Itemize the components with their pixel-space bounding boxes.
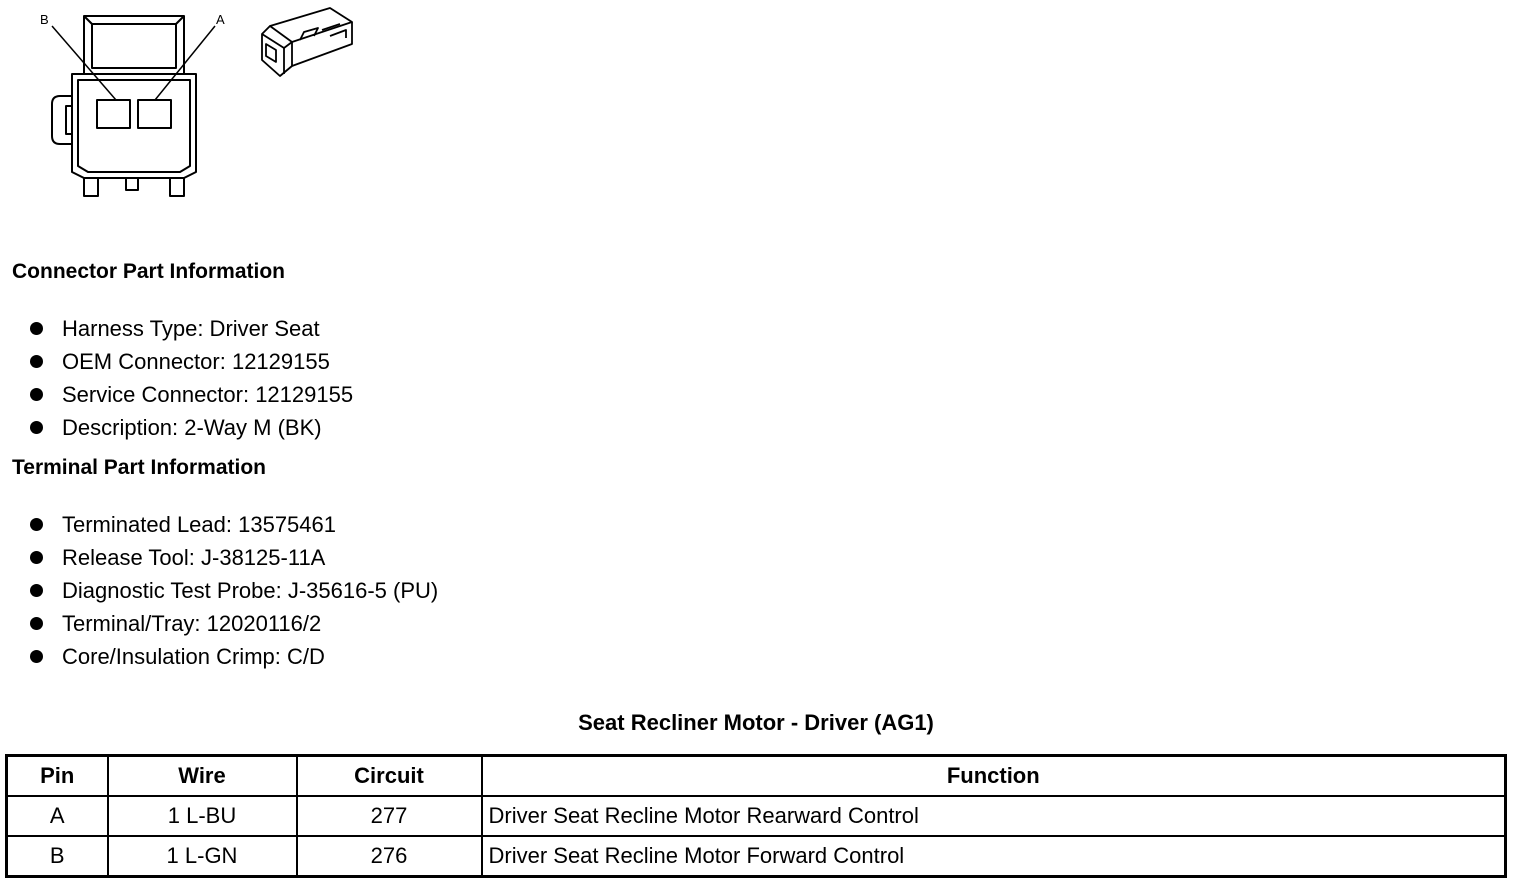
bullet-icon: [30, 322, 43, 335]
bullet-icon: [30, 388, 43, 401]
connector-isometric-view: [262, 8, 352, 76]
bullet-icon: [30, 650, 43, 663]
list-item: [28, 312, 353, 345]
column-header-circuit: Circuit: [297, 756, 482, 797]
terminal-info-list: [28, 508, 438, 673]
list-item-text: Terminal/Tray: 12020116/2: [62, 611, 322, 636]
list-item-text: Harness Type: Driver Seat: [62, 316, 320, 341]
list-item-text: Description: 2-Way M (BK): [62, 415, 322, 440]
cell-pin: A: [7, 796, 108, 836]
column-header-function: Function: [482, 756, 1506, 797]
list-item: [28, 541, 438, 574]
list-item: [28, 508, 438, 541]
connector-info-list: [28, 312, 353, 444]
cell-wire: 1 L-GN: [108, 836, 297, 877]
pinout-table-title: Seat Recliner Motor - Driver (AG1): [578, 710, 934, 735]
list-item-text: Terminated Lead: 13575461: [62, 512, 336, 537]
column-header-pin: Pin: [7, 756, 108, 797]
connector-diagram: [0, 0, 380, 210]
pin-a-label: A: [216, 12, 225, 27]
pin-b-label: B: [40, 12, 49, 27]
cell-circuit: 276: [297, 836, 482, 877]
column-header-wire: Wire: [108, 756, 297, 797]
bullet-icon: [30, 355, 43, 368]
bullet-icon: [30, 551, 43, 564]
list-item: [28, 411, 353, 444]
bullet-icon: [30, 518, 43, 531]
table-header-row: [7, 756, 1506, 797]
list-item: [28, 378, 353, 411]
list-item: [28, 574, 438, 607]
connector-face-view: [52, 16, 215, 196]
terminal-info-heading: Terminal Part Information: [12, 456, 266, 479]
list-item: [28, 640, 438, 673]
pinout-table: [5, 754, 1507, 878]
cell-pin: B: [7, 836, 108, 877]
bullet-icon: [30, 584, 43, 597]
list-item: [28, 607, 438, 640]
table-row: [7, 836, 1506, 877]
bullet-icon: [30, 421, 43, 434]
list-item-text: Release Tool: J-38125-11A: [62, 545, 326, 570]
list-item-text: Diagnostic Test Probe: J-35616-5 (PU): [62, 578, 439, 603]
list-item-text: Core/Insulation Crimp: C/D: [62, 644, 325, 669]
list-item: [28, 345, 353, 378]
pin-cavity-b: [97, 100, 130, 128]
connector-info-heading: Connector Part Information: [12, 260, 286, 283]
cell-wire: 1 L-BU: [108, 796, 297, 836]
list-item-text: OEM Connector: 12129155: [62, 349, 330, 374]
cell-function: Driver Seat Recline Motor Rearward Control: [482, 796, 1506, 836]
table-row: [7, 796, 1506, 836]
pin-cavity-a: [138, 100, 171, 128]
cell-function: Driver Seat Recline Motor Forward Control: [482, 836, 1506, 877]
bullet-icon: [30, 617, 43, 630]
list-item-text: Service Connector: 12129155: [62, 382, 354, 407]
cell-circuit: 277: [297, 796, 482, 836]
